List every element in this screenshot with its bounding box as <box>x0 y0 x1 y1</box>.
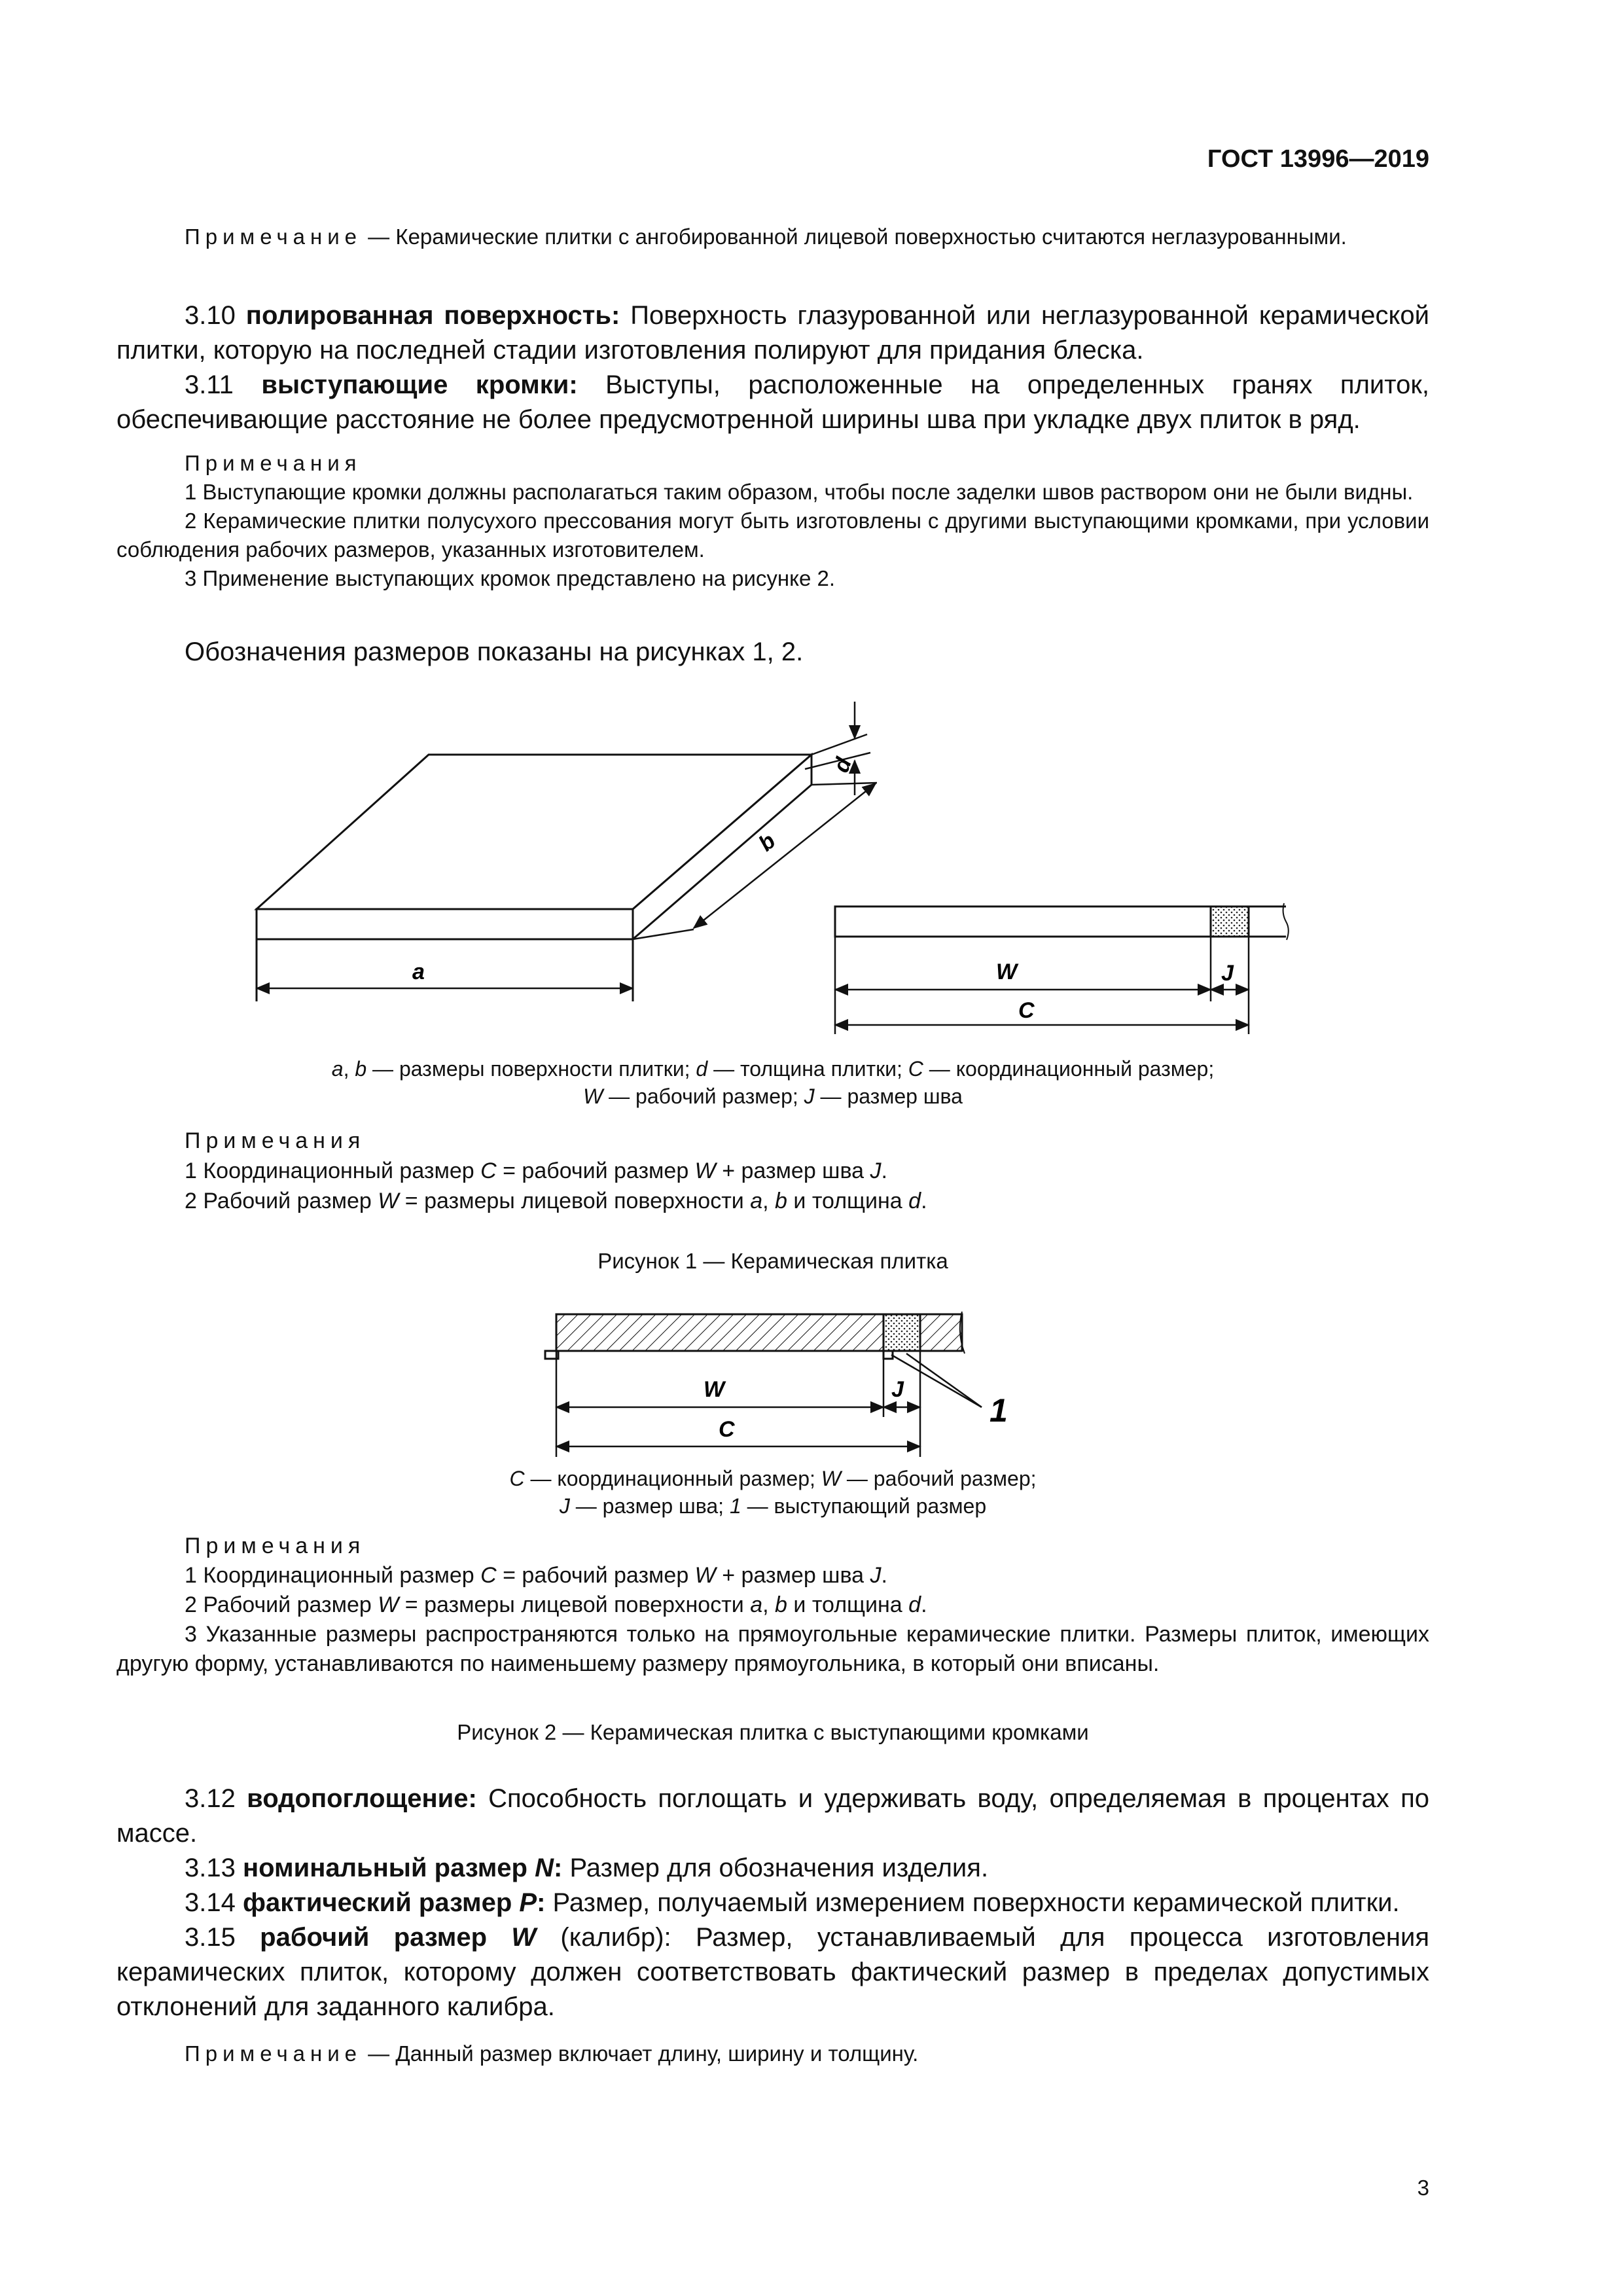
note-text: 2 Рабочий размер <box>185 1189 378 1213</box>
clause-number: 3.10 <box>185 301 236 330</box>
figure-1-drawing <box>0 0 1623 1113</box>
sym-d: d <box>696 1057 708 1081</box>
note-text: = рабочий размер <box>496 1563 695 1588</box>
clause-number: 3.11 <box>185 370 234 399</box>
sym-j: J <box>804 1085 815 1108</box>
clause-number: 3.13 <box>185 1854 236 1882</box>
definition-text: : Размер, устанавливаемый для процесса изготовления керамических плиток, которому должен соответствовать фактический размер в пределах допустимых отклонений для заданного калибра. <box>116 1923 1430 2021</box>
definition-3-15 <box>116 1920 1429 2024</box>
clause-number: 3.12 <box>185 1784 236 1813</box>
sym-j: J <box>559 1494 570 1518</box>
label-d: d <box>829 754 857 776</box>
sym-j: J <box>870 1563 882 1588</box>
note-item: 2 Керамические плитки полусухого прессования могут быть изготовлены с другими выступающими кромками, при условии соблюдения рабочих размеров, указанных изготовителем. <box>116 509 1429 562</box>
term-colon: : <box>554 1854 563 1882</box>
sym-a: a <box>750 1592 763 1617</box>
tile-front-face <box>257 909 633 939</box>
notes-label: Примечания <box>185 1534 366 1558</box>
figure-1-title: Рисунок 1 — Керамическая плитка <box>597 1249 948 1273</box>
note-text: 1 Координационный размер <box>185 1158 481 1183</box>
note-text: 2 Рабочий размер <box>185 1592 378 1617</box>
note-3-15 <box>116 2039 1429 2068</box>
figure-2-caption <box>116 1465 1429 1520</box>
clause-number: 3.14 <box>185 1888 236 1917</box>
note-text: — Данный размер включает длину, ширину и толщину. <box>362 2041 919 2066</box>
note-text: , <box>762 1592 776 1617</box>
definition-text: Выступы, расположенные на определенных гранях плиток, обеспечивающие расстояние не более предусмотренной ширины шва при укладке двух плиток в ряд. <box>116 370 1429 434</box>
label-w2: W <box>704 1377 725 1402</box>
note-text: + размер шва <box>715 1158 870 1183</box>
label-c2: C <box>719 1417 735 1442</box>
note-text: + размер шва <box>715 1563 870 1588</box>
sym-b: b <box>775 1189 787 1213</box>
note-text: , <box>762 1189 776 1213</box>
note-text: = размеры лицевой поверхности <box>399 1592 751 1617</box>
cap-text: — размеры поверхности плитки; <box>366 1057 696 1081</box>
sym-j: J <box>870 1158 882 1183</box>
sym-w: W <box>378 1189 399 1213</box>
note-text: и толщина <box>787 1592 909 1617</box>
sym-w: W <box>583 1085 603 1108</box>
note-item: 3 Применение выступающих кромок представлено на рисунке 2. <box>185 566 836 590</box>
protruding-edge-right <box>883 1351 893 1359</box>
joint-area <box>1211 906 1249 937</box>
cap-text: — рабочий размер; <box>603 1085 804 1108</box>
term: полированная поверхность: <box>245 301 620 330</box>
note-text: 3 Указанные размеры распространяются только на прямоугольные керамические плитки. Размеры плиток, имеющих другую форму, устанавливаются по наименьшему размеру прямоугольника, в который они вписаны. <box>116 1622 1429 1676</box>
term: выступающие кромки: <box>261 370 578 399</box>
note-label: Примечание <box>185 224 363 249</box>
note-text: . <box>921 1592 927 1617</box>
sym-c: C <box>480 1158 497 1183</box>
sym-w: W <box>694 1563 716 1588</box>
label-1: 1 <box>990 1392 1008 1429</box>
label-j: J <box>1221 961 1234 986</box>
definition-3-14 <box>116 1886 1429 1920</box>
note-text: . <box>921 1189 927 1213</box>
sym-d: d <box>908 1592 921 1617</box>
tile-side-view <box>835 906 1211 937</box>
cap-text: — размер шва; <box>569 1494 730 1518</box>
sym-w: W <box>821 1467 841 1490</box>
sym-w: W <box>694 1158 716 1183</box>
definition-text: Размер, получаемый измерением поверхности керамической плитки. <box>545 1888 1400 1917</box>
term: водопоглощение: <box>247 1784 477 1813</box>
note-text: . <box>881 1158 887 1183</box>
figure-2-title: Рисунок 2 — Керамическая плитка с выступающими кромками <box>457 1720 1089 1744</box>
cap-text: — размер шва <box>814 1085 963 1108</box>
sym-d: d <box>908 1189 921 1213</box>
label-a: a <box>412 960 425 984</box>
figure-2-notes <box>116 1532 1429 1679</box>
tile-section-hatched <box>556 1314 883 1351</box>
definition-text: Способность поглощать и удерживать воду, определяемая в процентах по массе. <box>116 1784 1429 1848</box>
term-symbol: P <box>519 1888 537 1917</box>
sym-b: b <box>355 1057 367 1081</box>
adjacent-tile-edge <box>1249 906 1286 937</box>
note-item: 1 Выступающие кромки должны располагаться таким образом, чтобы после заделки швов раствором они не были видны. <box>185 480 1414 504</box>
adjacent-tile-section <box>920 1314 962 1351</box>
label-c: C <box>1018 998 1035 1023</box>
definition-3-13 <box>116 1851 1429 1886</box>
label-w: W <box>996 960 1018 984</box>
label-j2: J <box>891 1377 904 1402</box>
cap-text: , <box>343 1057 355 1081</box>
cap-text: — выступающий размер <box>741 1494 987 1518</box>
note-text: . <box>881 1563 887 1588</box>
note-text: 1 Координационный размер <box>185 1563 481 1588</box>
cap-text: — толщина плитки; <box>707 1057 908 1081</box>
cap-text: — рабочий размер; <box>841 1467 1037 1490</box>
document-header: ГОСТ 13996—2019 <box>1207 145 1429 173</box>
label-b: b <box>753 828 781 857</box>
term: рабочий размер <box>260 1923 512 1952</box>
sym-c: C <box>908 1057 923 1081</box>
sym-a: a <box>750 1189 763 1213</box>
notes-label: Примечания <box>185 451 362 475</box>
sym-w: W <box>378 1592 399 1617</box>
figure-1-notes <box>116 1126 1429 1216</box>
cap-text: — координационный размер; <box>923 1057 1215 1081</box>
term-qualifier: (калибр) <box>536 1923 664 1952</box>
note-label: Примечание <box>185 2041 363 2066</box>
note-text: и толщина <box>787 1189 909 1213</box>
sym-a: a <box>331 1057 344 1081</box>
term-colon: : <box>537 1888 546 1917</box>
figure-1-caption <box>116 1055 1429 1110</box>
figure-2-drawing <box>0 1276 1623 1473</box>
intro-text: Обозначения размеров показаны на рисунках 1, 2. <box>185 637 804 666</box>
page-number: 3 <box>1417 2176 1429 2200</box>
sym-one: 1 <box>729 1494 741 1518</box>
sym-c: C <box>509 1467 525 1490</box>
term-symbol: W <box>511 1923 537 1952</box>
definition-3-12 <box>116 1782 1429 1851</box>
cap-text: — координационный размер; <box>524 1467 821 1490</box>
definition-text: Размер для обозначения изделия. <box>562 1854 989 1882</box>
sym-c: C <box>480 1563 497 1588</box>
clause-number: 3.15 <box>185 1923 236 1952</box>
note-text: = размеры лицевой поверхности <box>399 1189 751 1213</box>
term: номинальный размер <box>242 1854 535 1882</box>
notes-label: Примечания <box>185 1128 366 1153</box>
sym-b: b <box>775 1592 787 1617</box>
note-text: — Керамические плитки с ангобированной лицевой поверхностью считаются неглазурованными. <box>362 224 1347 249</box>
definition-text: Поверхность глазурованной или неглазурованной керамической плитки, которую на последней стадии изготовления полируют для придания блеска. <box>116 301 1429 365</box>
note-text: = рабочий размер <box>496 1158 695 1183</box>
joint-section <box>883 1314 920 1351</box>
term-symbol: N <box>535 1854 554 1882</box>
term: фактический размер <box>242 1888 520 1917</box>
